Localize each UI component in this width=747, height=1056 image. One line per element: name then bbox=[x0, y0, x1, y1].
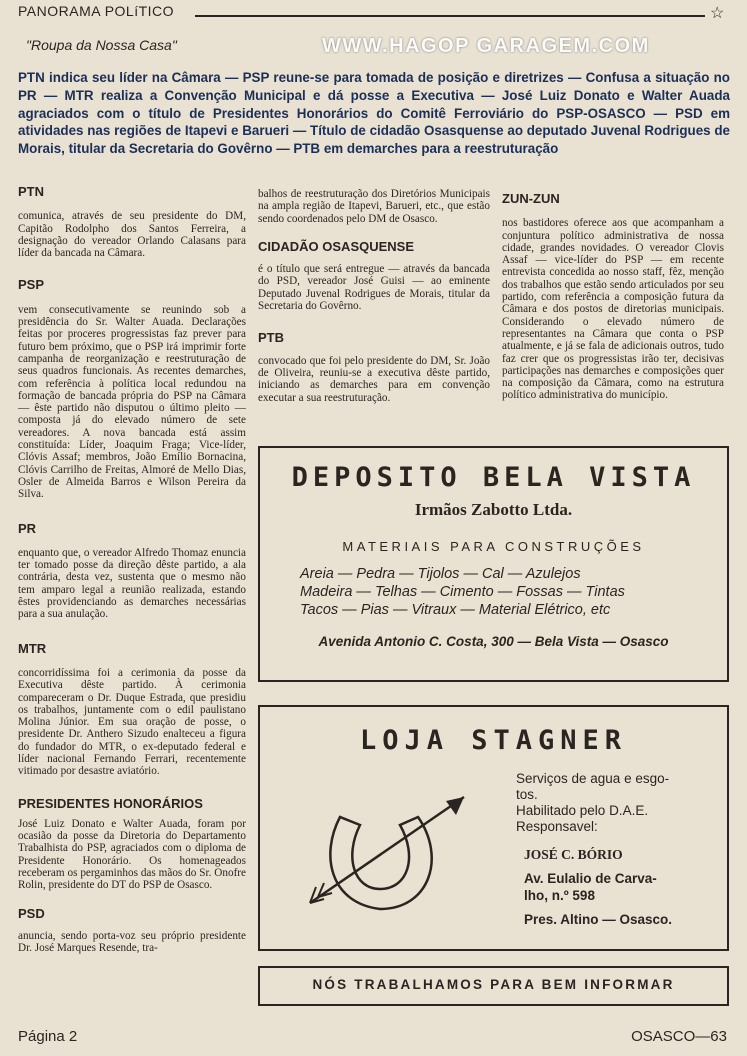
psd-continuation: balhos de reestruturação dos Diretórios Municipais na ampla região de Itapevi, Barueri, etc., que estão sendo coordenados pelo DM de Osasco. bbox=[258, 188, 490, 225]
page-number: Página 2 bbox=[18, 1028, 78, 1045]
ad-deposito-name: DEPOSITO BELA VISTA bbox=[291, 462, 696, 493]
pr-text: enquanto que, o vereador Alfredo Thomaz enuncia ter tomado posse da direção dêste partido, a ala contrária, desta vez, sustenta que o mesmo não tem amparo legal a reunião realizada, estando êstes providenciando as demarches necessárias para a sua anulação. bbox=[18, 546, 246, 621]
pr-heading: PR bbox=[18, 520, 37, 536]
cidadao-text: é o título que será entregue — através da bancada do PSD, vereador José Guisi — ao eminente Deputado Juvenal Rodrigues de Morais, titular da Secretaria do Govêrno. bbox=[258, 263, 490, 313]
mtr-text: concorridíssima foi a cerimonia da posse da Executiva dêste partido. À cerimonia compareceram o Dr. Duque Estrada, que presidiu os trabalhos, juntamente com o edil paulistano Molina Júnior. Em sua oração de posse, o presidente Dr. Anthero Sizudo enalteceu a figura do fundador do MTR, o ex-deputado federal e líder nacional Fernando Ferrari, recentemente vitimado por desastre aviatório. bbox=[18, 666, 246, 778]
zunzun-text: nos bastidores oferece aos que acompanham a conjuntura político administrativa de nossa cidade, grandes novidades. O vereador Clovis Assaf — vice-líder do PSP — em recente entrevista concedida ao nosso staff, fêz, menção dos trabalhos que estão sendo articulados por seu partido, com referência a composição futura da Câmara e dos postos de diretorias municipais. Considerando o elevado número de representantes na Câmara que conta o PSP atualmente, e já se fala de adicionais outros, tudo faz crer que os progressistas irão ter, decisivas participações nas demarches e composições quer na composição da Câmara, como na estrutura político administrativa do município. bbox=[502, 217, 724, 402]
ad-slogan: NÓS TRABALHAMOS PARA BEM INFORMAR bbox=[312, 977, 675, 992]
ad-deposito-address: Avenida Antonio C. Costa, 300 — Bela Vista — Osasco bbox=[318, 634, 669, 649]
header-rule bbox=[195, 15, 705, 17]
psp-heading: PSP bbox=[18, 277, 45, 293]
ad-loja-name: LOJA STAGNER bbox=[359, 725, 628, 756]
ad-deposito-products-3: Tacos — Pias — Vitraux — Material Elétrico, etc bbox=[300, 602, 611, 618]
ad-deposito-bela-vista bbox=[258, 446, 729, 682]
section-title: PANORAMA POLíTICO bbox=[18, 3, 175, 19]
headline: PTN indica seu líder na Câmara — PSP reune-se para tomada de posição e diretrizes — Confusa a situação no PR — MTR realiza a Convenção Municipal e dá posse a Executiva — José Luiz Donato e Walter Auada agraciados com o título de Presidentes Honorários do Comitê Ferroviário do PSP-OSASCO — PSD em atividades nas regiões de Itapevi e Barueri — Título de cidadão Osasquense ao deputado Juvenal Rodrigues de Morais, titular da Secretaria do Govêrno — PTB em demarches para a reestruturação bbox=[18, 70, 730, 157]
star-icon: ☆ bbox=[710, 5, 725, 22]
zunzun-heading: ZUN-ZUN bbox=[502, 191, 560, 206]
ad-loja-address-2: lho, n.º 598 bbox=[524, 888, 595, 903]
psp-text: vem consecutivamente se reunindo sob a presidência do Sr. Walter Auada. Declarações feitas por proceres progressistas faz prever para futuro bem próximo, que o PSP irá imprimir forte campanha de reorganização e reestruturação de seus quadros funcionais. As recentes demarches, com referência à política local redundou na formação de bancada própria do PSP na Câmara — êste partido não disputou o último pleito — composta já do elevado número de sete vereadores. A nova bancada está assim constituída: Líder, Joaquim Fraga; Vice-líder, Clóvis Assaf; membros, João Emílio Bornacina, Clóvis Carrilho de Freitas, Almoré de Mello Dias, Osler de Almeida Barros e Wilson Pereira da Silva. bbox=[18, 303, 246, 501]
presidentes-text: José Luiz Donato e Walter Auada, foram por ocasião da posse da Diretoria do Departamento Trabalhista do PSP, agraciados com o diploma de Presidente Honorário. Os homenageados receberam os pergaminhos das mãos do Sr. Onofre Rolin, presidente do DT do PSP de Osasco. bbox=[18, 817, 246, 892]
column-2 bbox=[258, 188, 490, 404]
ad-deposito-products-2: Madeira — Telhas — Cimento — Fossas — Tintas bbox=[300, 584, 625, 600]
ptb-text: convocado que foi pelo presidente do DM, Sr. João de Oliveira, reuniu-se a executiva dêste partido, iniciando as demarches para em convenção executar a sua reestruturação. bbox=[258, 354, 490, 404]
column-3 bbox=[502, 193, 724, 402]
ad-loja-address-3: Pres. Altino — Osasco. bbox=[524, 912, 673, 927]
ad-slogan-box bbox=[258, 966, 729, 1006]
ad-loja-line-2: tos. bbox=[516, 787, 538, 802]
ad-deposito-products-1: Areia — Pedra — Tijolos — Cal — Azulejos bbox=[300, 566, 581, 582]
ad-loja-line-4: Responsavel: bbox=[516, 819, 598, 834]
watermark: WWW.HAGOP GARAGEM.COM bbox=[322, 35, 650, 57]
ad-deposito-category: MATERIAIS PARA CONSTRUÇÕES bbox=[342, 539, 645, 554]
ad-loja-person: JOSÉ C. BÓRIO bbox=[524, 847, 623, 862]
cidadao-heading: CIDADÃO OSASQUENSE bbox=[258, 238, 415, 254]
ad-loja-line-1: Serviços de agua e esgo- bbox=[516, 771, 670, 786]
ad-loja-stagner bbox=[258, 705, 729, 951]
psd-text: anuncia, sendo porta-voz seu próprio presidente Dr. José Marques Resende, tra- bbox=[18, 929, 246, 955]
ptn-text: comunica, através de seu presidente do DM, Capitão Rodolpho dos Santos Ferreira, a designação do vereador Orlando Calasans para líder da bancada na Câmara. bbox=[18, 210, 246, 260]
presidentes-heading: PRESIDENTES HONORÁRIOS bbox=[18, 795, 203, 811]
mtr-heading: MTR bbox=[18, 640, 47, 656]
section-subtitle: "Roupa da Nossa Casa" bbox=[26, 37, 177, 53]
psd-heading: PSD bbox=[18, 905, 45, 921]
column-1 bbox=[18, 186, 246, 955]
ad-loja-address-1: Av. Eulalio de Carva- bbox=[524, 871, 657, 886]
ad-deposito-owner: Irmãos Zabotto Ltda. bbox=[414, 500, 573, 519]
issue-label: OSASCO—63 bbox=[631, 1028, 727, 1045]
ptb-heading: PTB bbox=[258, 330, 284, 346]
ad-loja-line-3: Habilitado pelo D.A.E. bbox=[516, 803, 649, 818]
ptn-heading: PTN bbox=[18, 184, 44, 199]
horseshoe-arrow-icon bbox=[300, 785, 480, 925]
